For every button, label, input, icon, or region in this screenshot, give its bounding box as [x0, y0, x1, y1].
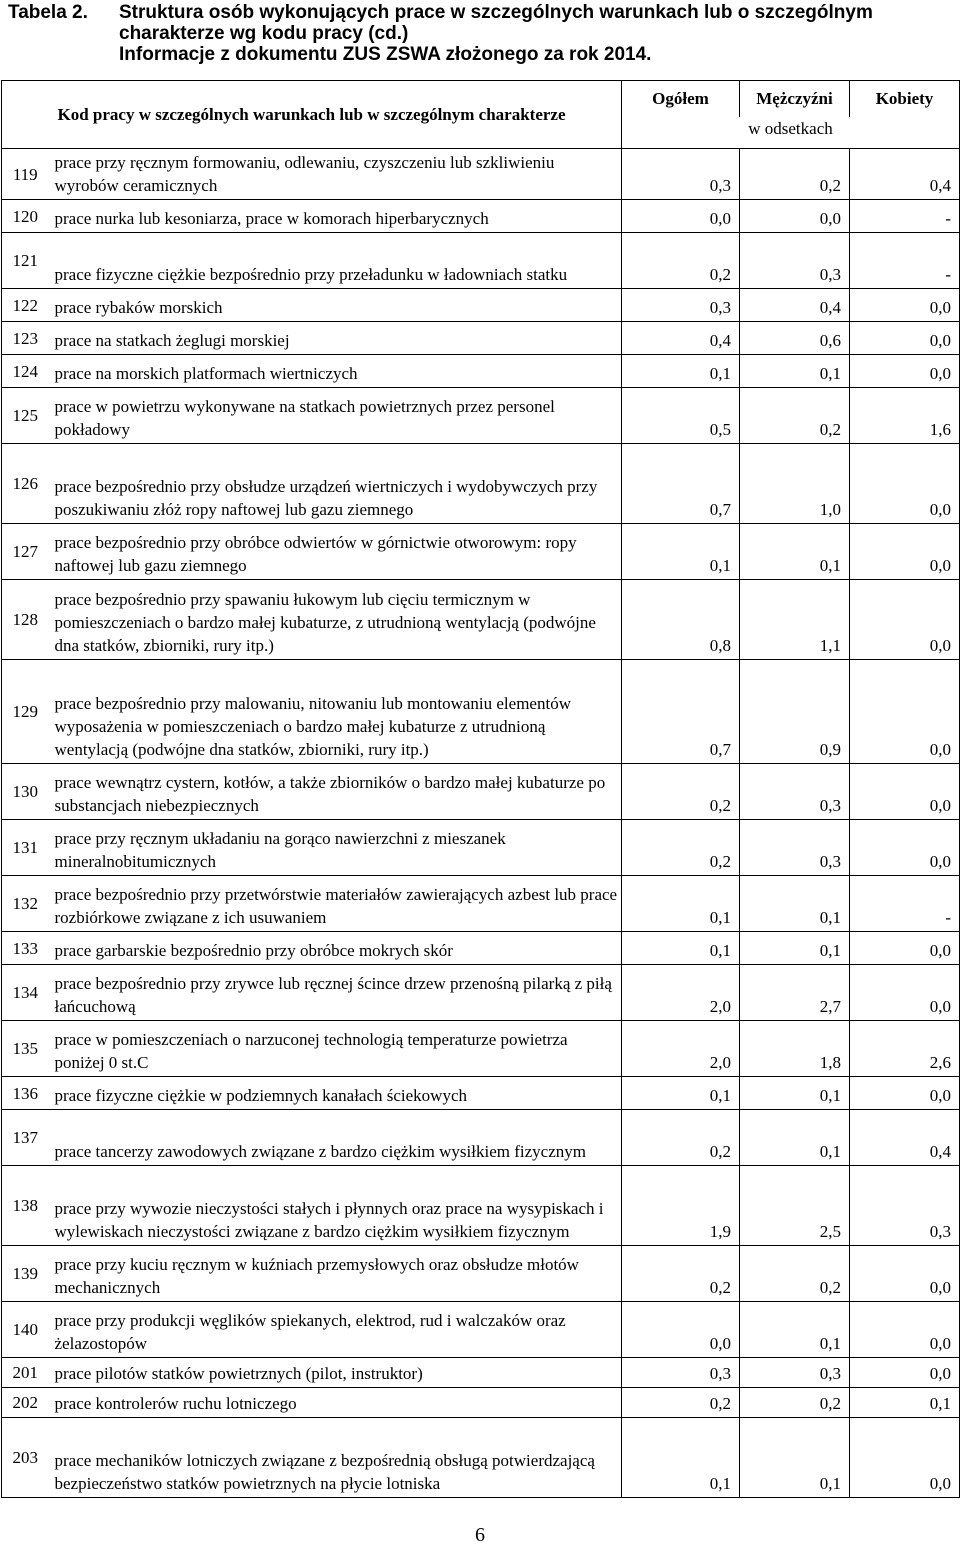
row-total: 0,5 — [622, 388, 740, 444]
row-men: 0,2 — [740, 1246, 850, 1302]
row-code: 120 — [2, 200, 49, 233]
table-caption — [8, 2, 953, 65]
row-men: 0,1 — [740, 1110, 850, 1166]
row-women: 0,0 — [850, 1246, 960, 1302]
table-row — [2, 965, 960, 1021]
row-description: prace fizyczne ciężkie bezpośrednio przy przeładunku w ładowniach statku — [49, 233, 622, 289]
row-description: prace tancerzy zawodowych związane z bardzo ciężkim wysiłkiem fizycznym — [49, 1110, 622, 1166]
row-men: 0,1 — [740, 1302, 850, 1358]
row-description: prace przy wywozie nieczystości stałych i płynnych oraz prace na wysypiskach i wylewiskach nieczystości związane z bardzo ciężkim wysiłkiem fizycznym — [49, 1166, 622, 1246]
row-code: 202 — [2, 1388, 49, 1418]
row-men: 0,1 — [740, 1418, 850, 1498]
row-total: 0,1 — [622, 1418, 740, 1498]
row-women: 0,0 — [850, 322, 960, 355]
row-men: 0,6 — [740, 322, 850, 355]
row-women: 0,0 — [850, 1358, 960, 1388]
table-row — [2, 233, 960, 289]
row-total: 0,2 — [622, 820, 740, 876]
row-men: 0,3 — [740, 1358, 850, 1388]
table-row — [2, 289, 960, 322]
row-women: 0,0 — [850, 580, 960, 660]
header-men: Mężczyźni — [740, 81, 850, 117]
row-total: 1,9 — [622, 1166, 740, 1246]
row-women: 1,6 — [850, 388, 960, 444]
row-code: 119 — [2, 149, 49, 200]
row-description: prace bezpośrednio przy zrywce lub ręcznej ścince drzew przenośną pilarką z piłą łańcuchową — [49, 965, 622, 1021]
table-row — [2, 1388, 960, 1418]
table-row — [2, 820, 960, 876]
row-women: 0,0 — [850, 965, 960, 1021]
row-total: 2,0 — [622, 965, 740, 1021]
data-table — [1, 80, 960, 1498]
row-women: - — [850, 233, 960, 289]
row-description: prace nurka lub kesoniarza, prace w komorach hiperbarycznych — [49, 200, 622, 233]
row-men: 0,2 — [740, 149, 850, 200]
row-men: 0,1 — [740, 1077, 850, 1110]
row-code: 121 — [2, 233, 49, 289]
row-description: prace bezpośrednio przy obsłudze urządzeń wiertniczych i wydobywczych przy poszukiwaniu złóż ropy naftowej lub gazu ziemnego — [49, 444, 622, 524]
row-total: 0,2 — [622, 1110, 740, 1166]
row-code: 134 — [2, 965, 49, 1021]
row-code: 123 — [2, 322, 49, 355]
row-description: prace w powietrzu wykonywane na statkach powietrznych przez personel pokładowy — [49, 388, 622, 444]
row-women: 0,4 — [850, 149, 960, 200]
table-row — [2, 1077, 960, 1110]
table-row — [2, 388, 960, 444]
row-code: 137 — [2, 1110, 49, 1166]
row-code: 122 — [2, 289, 49, 322]
row-women: 0,0 — [850, 1418, 960, 1498]
row-code: 127 — [2, 524, 49, 580]
row-code: 139 — [2, 1246, 49, 1302]
row-women: 2,6 — [850, 1021, 960, 1077]
row-men: 2,5 — [740, 1166, 850, 1246]
page-number: 6 — [475, 1524, 485, 1546]
row-code: 132 — [2, 876, 49, 932]
row-code: 131 — [2, 820, 49, 876]
table-row — [2, 1110, 960, 1166]
row-women: - — [850, 200, 960, 233]
row-men: 0,2 — [740, 388, 850, 444]
row-women: 0,0 — [850, 1302, 960, 1358]
row-women: 0,0 — [850, 524, 960, 580]
table-row — [2, 1302, 960, 1358]
row-description: prace mechaników lotniczych związane z bezpośrednią obsługą potwierdzającą bezpieczeństwo statków powietrznych na płycie lotniska — [49, 1418, 622, 1498]
row-description: prace rybaków morskich — [49, 289, 622, 322]
row-code: 135 — [2, 1021, 49, 1077]
table-row — [2, 764, 960, 820]
row-men: 2,7 — [740, 965, 850, 1021]
caption-label: Tabela 2. — [8, 2, 88, 23]
row-description: prace bezpośrednio przy malowaniu, nitowaniu lub montowaniu elementów wyposażenia w pomieszczeniach o bardzo małej kubaturze z utrudnioną wentylacją (podwójne dna statków, zbiorniki, rury itp.) — [49, 660, 622, 764]
row-women: 0,0 — [850, 1077, 960, 1110]
row-women: 0,0 — [850, 764, 960, 820]
row-description: prace bezpośrednio przy obróbce odwiertów w górnictwie otworowym: ropy naftowej lub gazu ziemnego — [49, 524, 622, 580]
row-code: 140 — [2, 1302, 49, 1358]
row-description: prace kontrolerów ruchu lotniczego — [49, 1388, 622, 1418]
caption-line-1 — [8, 2, 953, 23]
row-description: prace garbarskie bezpośrednio przy obróbce mokrych skór — [49, 932, 622, 965]
row-total: 0,7 — [622, 660, 740, 764]
row-women: 0,0 — [850, 355, 960, 388]
row-code: 125 — [2, 388, 49, 444]
row-total: 0,8 — [622, 580, 740, 660]
row-total: 0,3 — [622, 149, 740, 200]
row-code: 136 — [2, 1077, 49, 1110]
row-total: 0,2 — [622, 764, 740, 820]
row-description: prace wewnątrz cystern, kotłów, a także zbiorników o bardzo małej kubaturze po substancjach niebezpiecznych — [49, 764, 622, 820]
row-total: 0,3 — [622, 1358, 740, 1388]
row-total: 0,2 — [622, 1246, 740, 1302]
row-description: prace fizyczne ciężkie w podziemnych kanałach ściekowych — [49, 1077, 622, 1110]
table-row — [2, 1358, 960, 1388]
table-row — [2, 876, 960, 932]
row-code: 129 — [2, 660, 49, 764]
row-description: prace bezpośrednio przy przetwórstwie materiałów zawierających azbest lub prace rozbiórkowe związane z ich usuwaniem — [49, 876, 622, 932]
row-women: 0,4 — [850, 1110, 960, 1166]
table-row — [2, 1418, 960, 1498]
row-men: 0,4 — [740, 289, 850, 322]
row-men: 0,1 — [740, 876, 850, 932]
row-total: 0,0 — [622, 200, 740, 233]
table-row — [2, 580, 960, 660]
row-code: 124 — [2, 355, 49, 388]
row-total: 0,1 — [622, 524, 740, 580]
row-code: 138 — [2, 1166, 49, 1246]
row-total: 2,0 — [622, 1021, 740, 1077]
row-men: 0,3 — [740, 764, 850, 820]
table-row — [2, 932, 960, 965]
row-women: 0,0 — [850, 932, 960, 965]
row-code: 133 — [2, 932, 49, 965]
row-women: 0,0 — [850, 444, 960, 524]
row-total: 0,2 — [622, 233, 740, 289]
row-description: prace przy produkcji węglików spiekanych, elektrod, rud i walczaków oraz żelazostopów — [49, 1302, 622, 1358]
row-description: prace w pomieszczeniach o narzuconej technologią temperaturze powietrza poniżej 0 st.C — [49, 1021, 622, 1077]
row-code: 128 — [2, 580, 49, 660]
row-total: 0,2 — [622, 1388, 740, 1418]
row-code: 130 — [2, 764, 49, 820]
caption-line-3: Informacje z dokumentu ZUS ZSWA złożonego za rok 2014. — [119, 44, 652, 65]
header-description: Kod pracy w szczególnych warunkach lub w szczególnym charakterze — [2, 81, 622, 149]
header-unit: w odsetkach — [622, 117, 960, 149]
row-men: 0,9 — [740, 660, 850, 764]
row-total: 0,7 — [622, 444, 740, 524]
row-women: 0,3 — [850, 1166, 960, 1246]
table-row — [2, 1166, 960, 1246]
row-men: 1,0 — [740, 444, 850, 524]
table-row — [2, 149, 960, 200]
table-row — [2, 1246, 960, 1302]
row-men: 1,8 — [740, 1021, 850, 1077]
row-women: 0,1 — [850, 1388, 960, 1418]
row-men: 0,2 — [740, 1388, 850, 1418]
row-women: 0,0 — [850, 820, 960, 876]
table-header-row — [2, 81, 960, 117]
table-row — [2, 660, 960, 764]
row-code: 203 — [2, 1418, 49, 1498]
row-men: 1,1 — [740, 580, 850, 660]
row-code: 201 — [2, 1358, 49, 1388]
row-description: prace przy ręcznym formowaniu, odlewaniu, czyszczeniu lub szkliwieniu wyrobów ceramicznych — [49, 149, 622, 200]
caption-title-1: Struktura osób wykonujących prace w szczególnych warunkach lub o szczególnym — [119, 2, 873, 23]
row-description: prace przy kuciu ręcznym w kuźniach przemysłowych oraz obsłudze młotów mechanicznych — [49, 1246, 622, 1302]
header-women: Kobiety — [850, 81, 960, 117]
row-description: prace pilotów statków powietrznych (pilot, instruktor) — [49, 1358, 622, 1388]
row-description: prace na statkach żeglugi morskiej — [49, 322, 622, 355]
row-women: 0,0 — [850, 289, 960, 322]
row-men: 0,3 — [740, 233, 850, 289]
header-total: Ogółem — [622, 81, 740, 117]
row-women: - — [850, 876, 960, 932]
row-description: prace na morskich platformach wiertniczych — [49, 355, 622, 388]
row-code: 126 — [2, 444, 49, 524]
row-women: 0,0 — [850, 660, 960, 764]
table-row — [2, 322, 960, 355]
row-total: 0,3 — [622, 289, 740, 322]
row-men: 0,1 — [740, 932, 850, 965]
row-description: prace przy ręcznym układaniu na gorąco nawierzchni z mieszanek mineralnobitumicznych — [49, 820, 622, 876]
row-description: prace bezpośrednio przy spawaniu łukowym lub cięciu termicznym w pomieszczeniach o bardzo małej kubaturze, z utrudnioną wentylacją (podwójne dna statków, zbiorniki, rury itp.) — [49, 580, 622, 660]
row-total: 0,4 — [622, 322, 740, 355]
table-row — [2, 524, 960, 580]
row-men: 0,3 — [740, 820, 850, 876]
table-row — [2, 355, 960, 388]
table-body — [2, 149, 960, 1498]
row-total: 0,1 — [622, 355, 740, 388]
row-men: 0,0 — [740, 200, 850, 233]
table-row — [2, 444, 960, 524]
row-total: 0,0 — [622, 1302, 740, 1358]
row-total: 0,1 — [622, 876, 740, 932]
caption-line-2: charakterze wg kodu pracy (cd.) — [119, 23, 409, 44]
row-men: 0,1 — [740, 355, 850, 388]
row-total: 0,1 — [622, 1077, 740, 1110]
row-total: 0,1 — [622, 932, 740, 965]
row-men: 0,1 — [740, 524, 850, 580]
table-row — [2, 1021, 960, 1077]
table-row — [2, 200, 960, 233]
